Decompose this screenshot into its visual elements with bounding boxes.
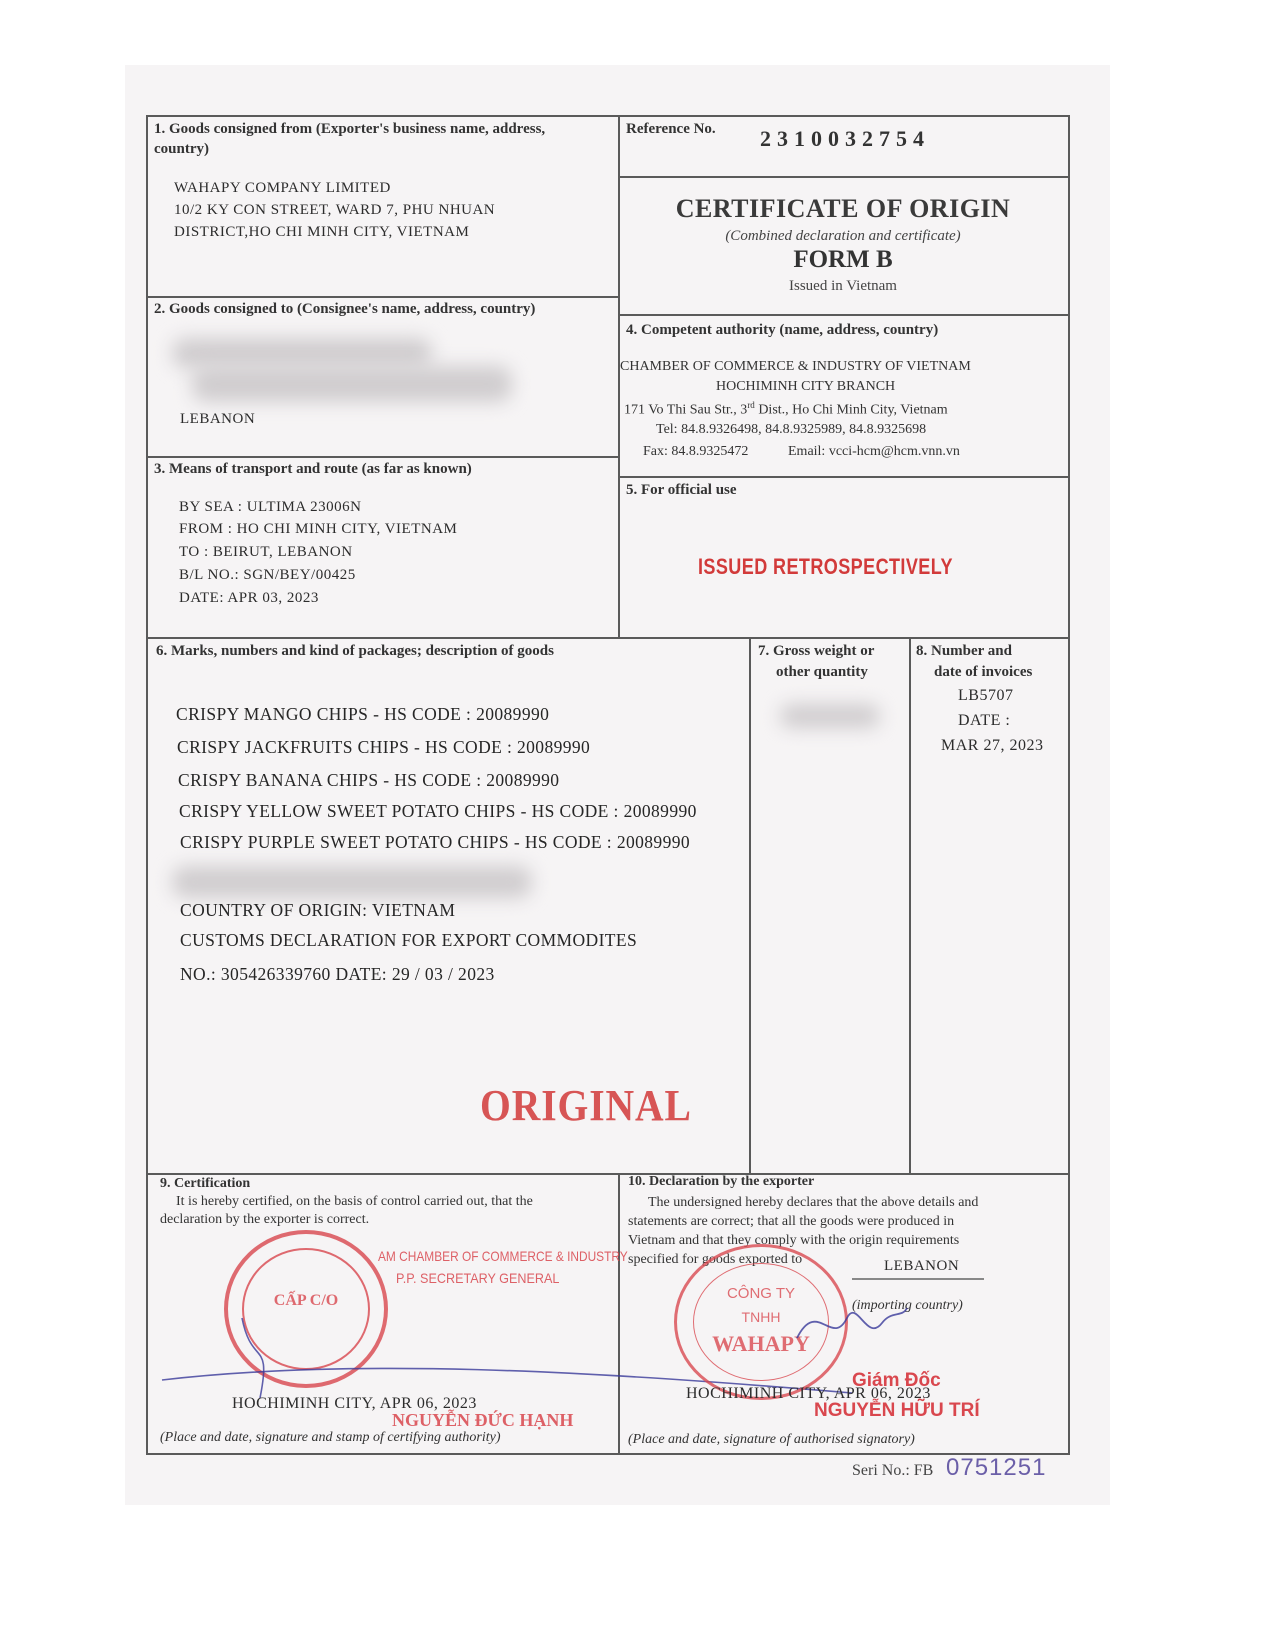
box4-heading: 4. Competent authority (name, address, country)	[626, 322, 939, 338]
exporter-address-2: DISTRICT,HO CHI MINH CITY, VIETNAM	[174, 224, 470, 240]
declaration-text-2: statements are correct; that all the goods were produced in	[628, 1214, 955, 1229]
authority-email: Email: vcci-hcm@hcm.vnn.vn	[788, 444, 960, 459]
divider-ref	[618, 176, 1068, 178]
goods-item-4: CRISPY YELLOW SWEET POTATO CHIPS - HS CODE : 20089990	[179, 801, 697, 821]
box2-heading: 2. Goods consigned to (Consignee's name, address, country)	[154, 301, 536, 317]
goods-item-1: CRISPY MANGO CHIPS - HS CODE : 20089990	[176, 704, 550, 724]
importing-country-caption: (importing country)	[852, 1298, 963, 1313]
authority-tel: Tel: 84.8.9326498, 84.8.9325989, 84.8.9325698	[656, 422, 927, 437]
original-stamp: ORIGINAL	[480, 1081, 692, 1130]
declaration-text-1: The undersigned hereby declares that the above details and	[648, 1195, 979, 1210]
frame-right	[1068, 115, 1070, 1455]
divider-box8	[909, 637, 911, 1173]
invoice-number: LB5707	[958, 687, 1014, 704]
customs-number: NO.: 305426339760 DATE: 29 / 03 / 2023	[180, 964, 495, 984]
redacted-gross-weight	[780, 704, 880, 728]
box1-heading-cont: country)	[154, 141, 209, 157]
frame-bottom	[146, 1453, 1068, 1455]
exporter-name: WAHAPY COMPANY LIMITED	[174, 180, 391, 196]
box9-heading: 9. Certification	[160, 1176, 251, 1191]
authority-branch: HOCHIMINH CITY BRANCH	[716, 379, 896, 394]
certification-text-2: declaration by the exporter is correct.	[160, 1212, 370, 1227]
consignee-country: LEBANON	[180, 411, 256, 427]
declaration-text-4: specified for goods exported to	[628, 1252, 803, 1267]
certifier-name: NGUYỄN ĐỨC HẠNH	[392, 1410, 574, 1430]
authority-address: 171 Vo Thi Sau Str., 3rd Dist., Ho Chi Minh City, Vietnam	[624, 400, 948, 418]
box6-heading: 6. Marks, numbers and kind of packages; description of goods	[156, 643, 554, 659]
invoice-date: MAR 27, 2023	[941, 737, 1044, 754]
exporter-signer-name: NGUYỄN HỮU TRÍ	[814, 1400, 980, 1421]
box3-heading: 3. Means of transport and route (as far as known)	[154, 461, 472, 477]
invoice-date-label: DATE :	[958, 712, 1011, 729]
transport-line-2: FROM : HO CHI MINH CITY, VIETNAM	[179, 521, 458, 537]
divider-box3	[146, 456, 618, 458]
chamber-stamp-title: P.P. SECRETARY GENERAL	[396, 1270, 560, 1286]
exporter-signature	[792, 1288, 912, 1358]
certifier-caption: (Place and date, signature and stamp of certifying authority)	[160, 1430, 501, 1445]
box7-heading-cont: other quantity	[776, 664, 868, 680]
exporter-signature-stroke	[797, 1308, 907, 1338]
country-of-origin: COUNTRY OF ORIGIN: VIETNAM	[180, 900, 456, 920]
certificate-subtitle: (Combined declaration and certificate)	[725, 228, 961, 244]
company-seal-line-3: WAHAPY	[712, 1331, 810, 1356]
authority-fax: Fax: 84.8.9325472	[643, 444, 749, 459]
goods-item-3: CRISPY BANANA CHIPS - HS CODE : 20089990	[178, 770, 560, 790]
transport-line-4: B/L NO.: SGN/BEY/00425	[179, 567, 356, 583]
form-label: FORM B	[793, 246, 893, 273]
frame-top	[146, 115, 1068, 117]
exporter-caption: (Place and date, signature of authorised signatory)	[628, 1432, 915, 1447]
reference-number: 2310032754	[760, 126, 930, 151]
box5-heading: 5. For official use	[626, 482, 737, 498]
transport-line-5: DATE: APR 03, 2023	[179, 590, 319, 606]
divider-box9	[146, 1173, 1068, 1175]
certificate-title: CERTIFICATE OF ORIGIN	[675, 194, 1011, 223]
box8-heading: 8. Number and	[916, 643, 1012, 659]
reference-label: Reference No.	[626, 121, 716, 137]
issued-in: Issued in Vietnam	[789, 278, 897, 294]
certification-text-1: It is hereby certified, on the basis of control carried out, that the	[176, 1194, 533, 1209]
certifier-signature-stroke	[242, 1318, 264, 1398]
exporter-address-1: 10/2 KY CON STREET, WARD 7, PHU NHUAN	[174, 202, 496, 218]
divider-box4	[618, 314, 1068, 316]
divider-box2	[146, 296, 618, 298]
certificate-form	[152, 118, 1110, 1523]
company-seal-line-1: CÔNG TY	[726, 1285, 796, 1302]
redacted-consignee-1	[172, 338, 432, 368]
retrospective-stamp: ISSUED RETROSPECTIVELY	[698, 554, 953, 579]
certifying-seal-text: CẤP C/O	[273, 1292, 339, 1309]
transport-line-3: TO : BEIRUT, LEBANON	[179, 544, 353, 560]
divider-box5	[618, 476, 1068, 478]
goods-item-5: CRISPY PURPLE SWEET POTATO CHIPS - HS CODE : 20089990	[180, 832, 691, 852]
importing-country-line	[852, 1278, 984, 1280]
divider-box6	[146, 637, 1068, 639]
box8-heading-cont: date of invoices	[934, 664, 1033, 680]
declaration-text-3: Vietnam and that they comply with the origin requirements	[628, 1233, 960, 1248]
transport-line-1: BY SEA : ULTIMA 23006N	[179, 499, 362, 515]
chamber-stamp-org: AM CHAMBER OF COMMERCE & INDUSTRY	[378, 1248, 628, 1264]
redacted-consignee-2	[192, 366, 512, 402]
frame-left	[146, 115, 148, 1455]
serial-number: 0751251	[946, 1454, 1047, 1481]
serial-label: Seri No.: FB	[852, 1462, 934, 1479]
box7-heading: 7. Gross weight or	[758, 643, 875, 659]
goods-item-2: CRISPY JACKFRUITS CHIPS - HS CODE : 20089990	[177, 737, 591, 757]
customs-declaration: CUSTOMS DECLARATION FOR EXPORT COMMODITES	[180, 930, 638, 950]
certifier-place-date: HOCHIMINH CITY, APR 06, 2023	[232, 1395, 477, 1412]
box10-heading: 10. Declaration by the exporter	[628, 1174, 815, 1189]
exporter-place-date: HOCHIMINH CITY, APR 06, 2023	[686, 1385, 931, 1402]
director-title: Giám Đốc	[852, 1370, 941, 1391]
box1-heading: 1. Goods consigned from (Exporter's business name, address,	[154, 121, 546, 137]
company-seal-line-2: TNHH	[741, 1309, 781, 1325]
importing-country: LEBANON	[884, 1258, 960, 1274]
redacted-goods-line	[172, 866, 532, 898]
divider-box7	[749, 637, 751, 1173]
authority-org: CHAMBER OF COMMERCE & INDUSTRY OF VIETNAM	[620, 359, 971, 374]
